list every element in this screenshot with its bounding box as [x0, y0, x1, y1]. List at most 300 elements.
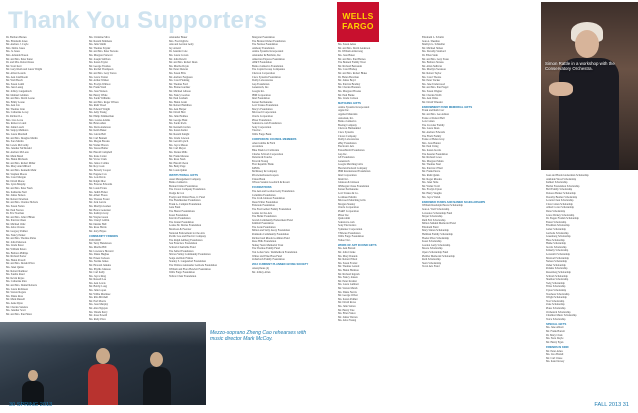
donor-name: Cisco Systems [338, 130, 354, 134]
donor-name: Ms. Susan Nolan [6, 204, 25, 208]
donor-name: Ms. Amy Young [89, 111, 107, 115]
donor-name: Mr. and Mrs. Peter Nash [6, 186, 33, 190]
donor-name: Sony Corporation [252, 125, 272, 129]
donor-name: Ms. Laura Lambert [338, 283, 359, 287]
donor-name: Haas Scholarship [546, 238, 565, 242]
donor-name: Ms. Margaret Mann [422, 159, 444, 163]
donor-name: Dr. Richard Lo [6, 115, 23, 119]
donor-name: Ms. Emily Leone [6, 100, 25, 104]
donor-name: Ms. Joyce Mason [169, 143, 188, 147]
donor-name: Pfizer Foundation [252, 118, 272, 122]
donor-name: Mr. Arthur Walker [89, 79, 109, 83]
donor-name: Voice Scholarship [546, 317, 566, 321]
donor-name: Mr. and Mrs. Peter Kunz [6, 57, 33, 61]
donor-name: Mr. Jerry Hayes [89, 230, 107, 234]
donor-name: Genentech [338, 159, 350, 163]
donor-name: Mr. Peter Kramer [338, 279, 357, 283]
donor-name: Ms. Katherine Neil [6, 190, 27, 194]
donor-name: Gerbode Scholarship [546, 231, 569, 235]
donor-name: Ms. Laura Cowan [169, 53, 189, 57]
donor-name: Dorothy Bremer Scholarship [546, 195, 578, 199]
donor-name: Kirkeby Scholarship [546, 249, 569, 253]
donor-name: Ms. Ellen Vance [338, 312, 356, 316]
donor-name: Ms. Irene Carter [89, 154, 107, 158]
donor-name: Mr. John Dewitt [169, 57, 187, 61]
donor-name: Gap Foundation [252, 82, 270, 86]
donor-name: Mr. Ernest Jackson [89, 256, 110, 260]
donor-name: Johnson & Johnson [338, 181, 360, 185]
donor-name: The Linnet Foundation [169, 220, 194, 224]
donor-name: Mr. and Mrs. Daniel Roberts [6, 283, 37, 287]
donor-name: Ms. Linda Perez [6, 244, 24, 248]
donor-name: Mr. Sanjay Malhotra [6, 129, 29, 133]
donor-name: Ms. Ruby Price [89, 317, 106, 321]
donor-name: Ms. Christine Silva [89, 36, 110, 39]
donor-name: Deloitte & Touche [252, 156, 272, 160]
donor-name: Mr. Frank Moreno [169, 154, 189, 158]
donor-name: Ms. Ann Barrett [338, 247, 356, 251]
donor-name: Ms. Ann Harper [169, 107, 187, 111]
donor-name: Lockheed Martin [338, 195, 357, 199]
donor-name: Levi Strauss Foundation [252, 104, 279, 108]
donor-name: Ms. Ann Lewis [89, 281, 106, 285]
donor-name: Mr. George Thomas [89, 64, 111, 68]
donor-name: Lawrence Scholarship Fund [422, 211, 453, 215]
donor-name: Ms. Marilyn Swanson [422, 68, 446, 72]
conductor-hand [549, 82, 573, 96]
donor-name: Ms. Helen Harmon [338, 269, 359, 272]
donor-name: Ms. Susan Ellis [169, 71, 186, 75]
donor-name: Mr. Robert Taylor [422, 71, 442, 75]
donor-name: Mr. Earl Morris [89, 299, 106, 303]
donor-name: Mr. Peter Ames [546, 349, 563, 353]
donor-name: Herbst Foundation Scholarship [546, 184, 580, 188]
donor-name: Gaia Fund [169, 206, 181, 210]
donor-name: Mr. Robert Elliott [338, 258, 358, 262]
donor-name: Ms. Cheryl Griffin [89, 219, 110, 223]
donor-name: Mrs. Lisa Lowe [6, 118, 24, 122]
donor-name: Leventritt Scholarship [546, 253, 570, 257]
donor-name: Voorhees Scholarship [546, 292, 570, 296]
donor-name: Ms. Patricia Bradley [338, 82, 361, 86]
donor-name: Intel Foundation [252, 97, 270, 101]
donor-name: Bell Family Scholarship [546, 188, 573, 192]
donor-name: Mr. David Morse [6, 179, 25, 183]
donor-name: Dr. and Mrs. Robert Kane [6, 61, 34, 65]
singer-dress [88, 364, 118, 405]
donor-name: Jacobs Scholarship [546, 245, 567, 249]
donor-name: The Hearst Foundations [169, 210, 195, 213]
donor-name: Alexander & Baldwin, Inc. [252, 53, 282, 57]
donor-name: Ms. Julie Holmes [169, 115, 188, 119]
donor-name: San Francisco Foundation [169, 242, 198, 246]
donor-name: Pfizer Inc. [338, 213, 350, 217]
donor-name: Ms. Beverly Cooper [89, 168, 111, 172]
section-heading: WORK OF ART IN KIND GIFTS [338, 243, 377, 247]
donor-name: Ms. Phyllis Johnson [89, 267, 111, 271]
donor-name: Frank A. Campini Foundation [169, 202, 202, 206]
donor-name: Mr. Jamie Lusch [6, 125, 24, 129]
donor-name: Wilson Sonsini Goodrich & Rosati [252, 181, 290, 185]
donor-name: William and Flora Hewlett Foundation [169, 267, 211, 271]
donor-name: The Wallace Alexander Gerbode Foundation [169, 263, 217, 267]
donor-name: Mr. Roy Cook [89, 165, 105, 169]
donor-name: Mr. John Patterson [6, 240, 27, 244]
section-heading: FRIENDS IN KIND [546, 345, 569, 349]
donor-name: Mr. Louis Quinn [169, 168, 187, 172]
donor-name: Mr. Terry Henderson [89, 242, 112, 246]
donor-name: Mr. Walter Brown [89, 143, 109, 147]
donor-name: Mr. Ronald Knight [169, 133, 190, 137]
donor-name: Sony Electronics [338, 224, 357, 228]
donor-name: Vocal Arts Fund [422, 265, 440, 269]
donor-name: Ms. Evelyn Upton [422, 188, 442, 192]
donor-name: Nelson Scholarship [546, 260, 567, 264]
donor-name: Mr. Bruce Gonzalez [89, 208, 111, 212]
donor-name: Mr. and Mrs. John O'Brien [6, 215, 35, 219]
donor-name: Ms. Lynn Murphy [6, 183, 26, 187]
donor-name: Mr. Ronald Simmons [89, 39, 113, 43]
donor-name: Adobe Systems Incorporated [252, 50, 284, 54]
donor-name: Mr. Thomas Garrett [338, 265, 360, 269]
donor-name: Mr. Paul Burke [338, 93, 355, 97]
donor-name: The Seibel Foundation [169, 249, 194, 253]
column-6 [422, 36, 504, 403]
donor-name: Asset Management Company [169, 177, 201, 181]
donor-name: Elizabeth Fund [422, 225, 439, 229]
section-heading: SPECIAL GIFTS [546, 322, 567, 326]
donor-name: Google Matching Gifts [338, 163, 363, 167]
donor-name: Schwab Charitable Fund [169, 245, 196, 249]
section-subheading: $500-$999 [89, 238, 101, 242]
donor-name: Wright Scholarship [546, 296, 567, 300]
donor-name: The Bennett Family Trust [338, 61, 366, 65]
donor-name: Hewlett-Packard Company [338, 166, 368, 170]
donor-name: Mr. George Hunt [169, 118, 188, 122]
page-title: Thank You Supporters [8, 7, 268, 34]
donor-name: Mr. Peter Tucker [422, 79, 441, 83]
donor-name: Mr. Steven Marsh [338, 286, 358, 290]
donor-name: Mr. Bobby Long [89, 285, 107, 289]
donor-name: Ms. Doris Anderson [89, 125, 111, 129]
donor-name: Dolores Barker Scholarship [546, 191, 576, 195]
donor-name: Ms. Rachel Thompson [89, 68, 114, 72]
donor-name: Ms. Wanda Perry [89, 310, 108, 314]
donor-name: Mr. and Mrs. David Anderson [338, 46, 371, 50]
donor-name: Mr. Richard Porter [6, 255, 27, 259]
donor-name: Mr. Victor Clark [89, 158, 107, 162]
donor-name: Mr. and Mrs. Thomas Parks [6, 237, 36, 241]
column-5 [338, 36, 420, 403]
donor-name: The Heller Foundation [252, 215, 277, 219]
donor-name: Swig Scholarship [546, 281, 565, 285]
donor-name: Kaiser Permanente [252, 100, 273, 104]
donor-name: Mr. Robert Ramirez [6, 269, 28, 273]
donor-name: Ms. Joan Watson [89, 89, 108, 93]
donor-name: Mr. Kevin Reyes [6, 276, 25, 280]
donor-name: Dr. Jennifer Cole [169, 50, 188, 54]
donor-name: Mrs. Debra Jones [6, 46, 25, 50]
donor-name: Ms. Megan Brooks [89, 140, 110, 144]
donor-name: Tilles Scholarship [546, 285, 566, 289]
donor-name: Mr. George Oliver [338, 294, 358, 298]
donor-name: Mrs. Fred Ogilvie [169, 39, 189, 43]
donor-name: Ms. Diane Norris [338, 290, 357, 294]
donor-name: Ms. Laura Robinson [6, 287, 29, 291]
donor-name: Mr. Jesse Powell [89, 314, 108, 318]
donor-name: Mr. Michael Ortiz [6, 222, 26, 226]
donor-name: Mr. Gerald Lynch [169, 140, 189, 144]
donor-name: Mr. Willie Martinez [89, 292, 111, 296]
donor-name: Mr. Keith Baker [89, 129, 107, 133]
donor-name: Ms. Rosa Nash [169, 158, 186, 162]
donor-name: Margaret Foundation [252, 36, 275, 39]
donor-name: Hume Scholarship [546, 242, 566, 246]
donor-name: Bank of America [338, 120, 357, 124]
donor-name: Ms. Marilyn Gomez [89, 204, 111, 208]
donor-name: Ms. Sandra Reed [6, 273, 25, 277]
donor-name: Dana Scholarship [546, 209, 566, 213]
donor-name: Ms. Alice Young [338, 319, 357, 323]
donor-name: The Nerissa Foundation [252, 43, 278, 47]
donor-name: Mr. Frank Ward [89, 86, 107, 90]
donor-name: Elizabeth L. Schultz [422, 36, 444, 39]
donor-name: Mr. and Mrs. Kenneth Mohr [6, 168, 37, 172]
donor-name: Ms. Lois Davis [89, 176, 106, 180]
donor-name: The Ralph Ahlberg Foundation [169, 238, 203, 242]
donor-name: Mr. Henry White [89, 93, 108, 97]
donor-name: Mrs. Louise Adams [89, 118, 111, 122]
donor-name: Kimball Foundation [252, 222, 274, 226]
donor-name: Piano Scholarship [546, 306, 566, 310]
donor-name: Dr. Ellen Stein [422, 53, 438, 57]
donor-name: Ms. Alice Owens [6, 226, 25, 230]
donor-name: Accenture [252, 145, 264, 149]
donor-name: Ms. Barbara Strauss [422, 61, 444, 65]
donor-name: The Crowder Family [422, 123, 445, 127]
donor-name: Ms. Helen Powell [6, 258, 26, 262]
workshop-caption: Simon Rattle in a workshop with the Conservatory Orchestra. [545, 61, 615, 72]
donor-name: Union Bank [252, 177, 266, 181]
donor-name: Ms. Martha Doyle [169, 64, 189, 68]
donor-name: IBM Corporation [252, 93, 271, 97]
donor-name: Kaiser Permanente [338, 188, 359, 192]
donor-name: Mr. Alan Nguyen [89, 307, 108, 311]
donor-name: The Bernard Osher Foundation [252, 39, 286, 43]
donor-name: Ms. Karen Taylor [89, 61, 108, 65]
donor-name: Mr. Jeffrey Langenbach [6, 89, 32, 93]
donor-name: Mr. Gary Klem and Laura Wright [6, 68, 43, 72]
donor-name: Jean A. Wolf Scholarship [422, 207, 450, 211]
donor-name: Schwab Scholarship [546, 274, 568, 278]
donor-name: Loretta Chen Scholarship [546, 199, 574, 203]
donor-name: Qualcomm [338, 217, 350, 221]
donor-name: Applied Materials [338, 112, 358, 116]
donor-name: Dr. Barbara Barnes [6, 36, 27, 39]
donor-name: Abercrombie & Fitch [252, 141, 276, 145]
donor-name: Ms. Elizabeth Jones [6, 39, 28, 43]
donor-name: Mr. James Warren [338, 315, 358, 319]
donor-name: GE Foundation [338, 156, 355, 160]
donor-name: Frank and Ruth Carr [422, 109, 445, 113]
donor-name: Ms. Donna Mills [169, 151, 188, 154]
donor-name: Salesforce.com Foundation [252, 122, 282, 126]
donor-name: Stern Scholarship [422, 261, 442, 265]
donor-name: Stanley S. Langendorf Foundation [169, 260, 207, 264]
musician-head [28, 370, 38, 381]
donor-name: Evelyn and Walter Haas, Jr. Fund [169, 195, 205, 199]
donor-name: Chevron Corporation [252, 71, 275, 75]
donor-name: Anthony Foundation [252, 46, 275, 50]
donor-name: Ms. Ann Weiss [422, 97, 439, 101]
donor-name: Mr. Richard Bernstein [338, 64, 362, 68]
donor-name: Ms. Jo Jones [6, 50, 20, 54]
donor-name: Mr. James Boyd [338, 79, 356, 83]
donor-name: Mr. Russell Lee [89, 278, 107, 282]
donor-name: Alexander Bauer [169, 36, 188, 39]
section-heading: COMMUNITY FRIENDS [89, 235, 119, 239]
donor-name: Ms. Nancy Gordon [169, 93, 190, 97]
donor-name: Ms. Margaret Brooks [338, 89, 362, 93]
donor-name: Ms. Martha Hill [89, 245, 107, 249]
donor-name: Marilyn G. Schindler [422, 43, 445, 47]
donor-name: Moore Scholarship [422, 247, 443, 251]
donor-name: Ms. Jean Leung [6, 86, 24, 90]
donor-name: Jay Arnold [169, 46, 181, 50]
donor-name: Mr. Stephen Moore [6, 172, 27, 176]
donor-name: Mr. Kenneth Jordan [169, 125, 191, 129]
donor-name: Ms. Janice Collins [89, 161, 109, 165]
donor-name: Grants for the Arts [252, 211, 273, 215]
donor-name: Ms. Joyce Walsh [422, 195, 441, 199]
donor-name: Boeing Company [338, 123, 357, 127]
donor-name: Dean Witter Foundation [252, 200, 278, 204]
donor-name: Grace Dickey Scholarship [546, 213, 575, 217]
donor-name: Mrs. Joan Hunter [422, 141, 441, 145]
donor-name: Mr. Howard Jenkins [89, 263, 111, 267]
donor-name: Ms. Ruth Quinn [422, 174, 440, 178]
donor-name: Clara Cohen Scholarship [546, 202, 573, 206]
donor-name: Ms. Linda Lawson [169, 136, 190, 140]
donor-name: Cisco Systems Foundation [252, 75, 281, 79]
donor-name: Mr. Harold Campbell [89, 151, 113, 154]
donor-name: Dr. Eric Norman [6, 212, 24, 216]
donor-name: The Ann and Gordon Getty Foundation [252, 189, 295, 193]
section-heading: 2012 CURRENT PLANNED GIVING SOCIETY [252, 263, 309, 267]
column-3 [169, 36, 248, 322]
donor-name: Ms. Linda Carlson [338, 97, 359, 101]
donor-name: Ms. Karen Jacobs [422, 148, 442, 152]
donor-name: The Fred Gellert Family Foundation [252, 207, 292, 211]
donor-name: Yahoo! Inc. [338, 238, 351, 242]
donor-name: Zane Scholarship [546, 303, 565, 307]
donor-name: Rosenberg Scholarship [546, 271, 571, 275]
donor-name: William Randolph Hearst Scholarship [422, 204, 463, 208]
section-heading: ENDOWED FUNDS AND NAMED SCHOLARSHIPS [422, 200, 486, 204]
donor-name: Ms. Susan Ames [338, 43, 356, 47]
donor-name: Symantec Corporation [338, 227, 363, 231]
donor-name: Dolby Laboratories [252, 79, 273, 83]
donor-name: Ms. Kate Dorsey [546, 360, 565, 364]
donor-name: Wells Fargo Foundation [169, 271, 195, 275]
photo-caption: Mezzo-soprano Zheng Cao rehearses with music director Mark McCoy. [210, 330, 307, 343]
donor-name: Mr. Mark Russell [6, 298, 25, 302]
donor-name: Mr. Thomas Ford [169, 82, 188, 86]
donor-name: Mr. Paul Norton [6, 208, 24, 212]
donor-name: Ms. Jane Abbott [546, 326, 564, 330]
donor-name: Mr. Jeffrey Allen [252, 270, 271, 274]
donor-name: Visa Inc. [252, 129, 262, 133]
donor-name: Mr. Charles Brennan [338, 86, 361, 90]
donor-name: Clorox Company [338, 134, 357, 138]
donor-name: Bank of America [169, 181, 188, 185]
donor-name: Louise M. Davies Foundation [169, 224, 202, 228]
workshop-photo [541, 2, 638, 170]
donor-name: Mrs. Amanda Nason [6, 53, 29, 57]
donor-name: Ms. Susan Wagner [422, 89, 443, 93]
donor-name: Ms. Sara Martin [6, 140, 24, 144]
donor-name: Eldorado Foundation [252, 204, 275, 208]
donor-name: Ernst & Young [252, 159, 269, 163]
donor-name: National Endowment for the Arts [169, 231, 205, 235]
donor-name: Ms. Jane Underwood [422, 82, 445, 86]
donor-name: Mr. William Peters [6, 248, 27, 252]
donor-name: The Kessler Foundation [422, 152, 448, 156]
donor-name: Oracle Corporation [252, 115, 273, 119]
donor-name: Mr. Henry Tate [338, 308, 355, 312]
donor-name: Alfred Cortot Scholarship [546, 206, 574, 210]
donor-name: PG&E Corporation [338, 210, 359, 213]
donor-name: Mr. Andrew Ferguson [169, 75, 193, 79]
donor-name: Ms. Julie Sutton [338, 304, 356, 308]
donor-name: Genentech, Inc. [252, 86, 269, 90]
donor-name: Mr. and Mrs. Paul Barnes [338, 57, 366, 61]
donor-name: Ms. Catherine Rice [6, 280, 27, 284]
donor-name: Pacific Gas and Electric Company [169, 235, 207, 239]
donor-name: Maxwell Scholarship [546, 256, 569, 260]
donor-name: Ms. Jennifer Scott [6, 309, 26, 313]
donor-name: Ms. Lisa Brandt [546, 353, 564, 357]
donor-name: Mr. Lawrence Howard [89, 249, 114, 253]
donor-name: IBM International Foundation [338, 170, 371, 174]
donor-name: Ms. Frances Edwards [89, 183, 113, 187]
donor-name: Mr. Richard Lowe [422, 156, 442, 160]
donor-name: Mr. Louis Evans [89, 186, 107, 190]
donor-name: Ms. Margaret Stewart [89, 53, 113, 57]
donor-name: Ms. Nora Doyle [546, 337, 564, 341]
donor-name: Mr. Lewis McCarthy [6, 143, 29, 147]
donor-name: Silicon Valley Community Foundation [169, 253, 211, 257]
donor-name: Mr. Roger Rhodes [422, 177, 442, 181]
donor-name: Google Inc. [252, 89, 265, 93]
section-heading: ENDOWMENT FUND MEMORIAL GIFTS [422, 105, 473, 109]
donor-name: Dr. Eugen Fromm Scholarship [546, 217, 579, 221]
donor-name: Intel Corporation [338, 174, 357, 178]
donor-name: Mr. and Mrs. David Leone [6, 97, 35, 101]
donor-name: Koret Scholarship [422, 240, 442, 244]
donor-name: Mayer Scholarship [422, 215, 443, 219]
conductor-head [150, 352, 163, 367]
donor-name: Mr. Brian Allen [89, 122, 106, 126]
donor-name: Ms. Rebecca Lund [6, 122, 27, 126]
donor-name: Ms. Carol Bishop [338, 68, 358, 72]
donor-name: Autodesk, Inc. [338, 116, 354, 120]
donor-name: Mr. Richard Ingram [338, 272, 360, 276]
donor-name: Ms. Rita Mitchell [89, 296, 109, 300]
donor-name: The Fleishhacker Foundation [169, 199, 201, 203]
conductor-suit [143, 367, 171, 405]
donor-name: Mr. and Mrs. Douglas Martin [6, 136, 38, 140]
